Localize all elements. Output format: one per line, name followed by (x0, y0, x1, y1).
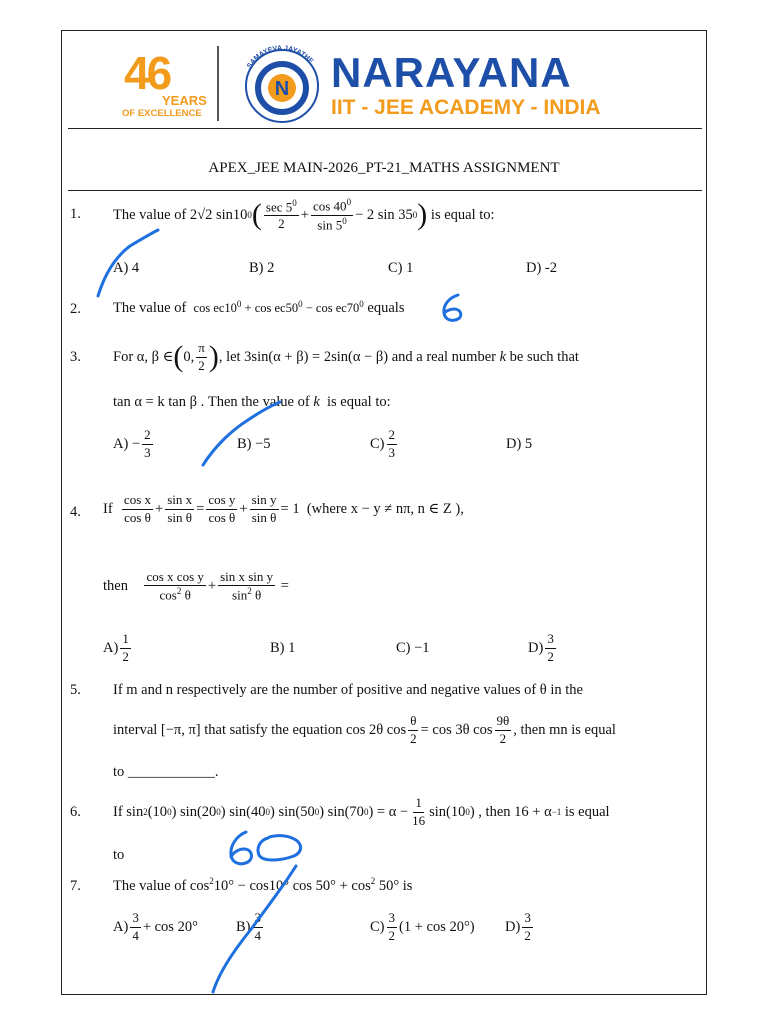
anniversary-logo (118, 46, 213, 121)
brand-subtitle: IIT - JEE ACADEMY - INDIA (331, 96, 601, 119)
title-rule (68, 190, 702, 191)
q7-number: 7. (70, 878, 81, 894)
q5-line3: to ____________. (113, 764, 219, 780)
q1-lead: The value of (113, 206, 187, 223)
header-rule (68, 128, 702, 129)
q1-text-end: is equal to: (430, 206, 495, 223)
q1-number: 1. (70, 206, 81, 222)
seal-letter: N (274, 78, 290, 100)
q3-line2: tan α = k tan β . Then the value of k is equal to: (113, 394, 391, 410)
q1-paren-close: ) (417, 198, 428, 231)
years-label: YEARS (162, 93, 207, 108)
q1-expr-front: 2√2 sin10 (189, 206, 248, 223)
q4-option-a: A) $\frac{1}{2}$ (103, 631, 129, 664)
q1-expr-tail: − 2 sin 35 (355, 206, 413, 223)
q1-stem: The value of 2√2 sin10 0 ( $\frac{\sec 5^0}{2}$ + $\frac{\cos 40^0}{\sin 5^0}$ − 2 sin 35 0 ) is equal to: (113, 196, 495, 232)
q6-number: 6. (70, 804, 81, 820)
page-title: APEX_JEE MAIN-2026_PT-21_MATHS ASSIGNMENT (208, 160, 560, 176)
ink-answer-q6: 60 (260, 850, 261, 851)
q4-option-d: D) $\frac{3}{2}$ (528, 631, 554, 664)
excellence-label: OF EXCELLENCE (122, 108, 202, 119)
logo-divider (217, 46, 219, 121)
q4-then: then $\frac{\text{cos x cos y}}{\cos^2 \theta}$ + $\frac{\text{sin x sin y}}{\sin^2 \theta}$ = (103, 568, 289, 603)
q3-option-c: C) $\frac{2}{3}$ (370, 427, 395, 460)
q1-option-d: D) -2 (526, 260, 558, 276)
q3-option-a: A) − $\frac{2}{3}$ (113, 427, 151, 460)
brand-name: NARAYANA (331, 49, 572, 96)
q4-number: 4. (70, 504, 81, 520)
q7-option-c: C) $\frac{3}{2}$ (1 + cos 20°) (370, 910, 475, 943)
q3-number: 3. (70, 349, 81, 365)
q2-expr: $\cos ec10^0 + \cos ec50^0 - \cos ec70^0$ (193, 299, 364, 316)
q1-option-c: C) 1 (388, 260, 414, 276)
q7-option-d: D) $\frac{3}{2}$ (505, 910, 531, 943)
q6-line2: to (113, 847, 125, 863)
q4-option-b: B) 1 (270, 640, 296, 656)
q7-option-b: B) $\frac{3}{4}$ (236, 910, 261, 943)
q6-stem: If sin 2 (10 0 ) sin(20 0 ) sin(40 0 ) sin(50 0 ) sin(70 0 ) = α − $\frac{1}{16}$ sin(10 0 ) , then 16 + α −1 is equal (113, 795, 610, 828)
q4-stem: If $\frac{\text{cos x}}{\text{cos θ}}$ + $\frac{\text{sin x}}{\text{sin θ}}$ = $\frac{\text{cos y}}{\text{cos θ}}$ + $\frac{\text{sin y}}{\text{sin θ}}$ = 1 (where x − y ≠ nπ, n ∈ Z ), (103, 492, 464, 525)
q2-number: 2. (70, 301, 81, 317)
q7-option-a: A) $\frac{3}{4}$ + cos 20° (113, 910, 198, 943)
q7-stem: The value of $\cos^210^\circ - \cos 10^\circ$ $\cos 50^\circ + \cos^2 50^\circ$ is (113, 876, 413, 894)
years-number: 46 (124, 47, 170, 99)
narayana-seal-icon (236, 42, 328, 124)
q3-line1: For α, β ∈ ( 0, $\frac{\pi}{2}$ ) , let 3sin(α + β) = 2sin(α − β) and a real number k be such that (113, 340, 579, 373)
q5-line1: If m and n respectively are the number of positive and negative values of θ in the (113, 682, 583, 698)
q2-text-end: equals (367, 300, 405, 317)
q5-line2: interval [−π, π] that satisfy the equation cos 2θ cos $\frac{\theta}{2}$ = cos 3θ cos $\frac{9\theta}{2}$ , then mn is equal (113, 713, 616, 746)
q1-frac-1: $\frac{\sec 5^0}{2}$ (265, 197, 297, 232)
q5-number: 5. (70, 682, 81, 698)
q1-option-a: A) 4 (113, 260, 140, 276)
q1-paren-open: ( (251, 198, 262, 231)
ink-answer-q2: 6 (452, 320, 453, 321)
q2-lead: The value of (113, 300, 187, 317)
q1-option-b: B) 2 (249, 260, 275, 276)
q2-stem (113, 300, 404, 316)
q4-option-c: C) −1 (396, 640, 430, 656)
seal-text: SAMAYEVA JAYATHE (246, 44, 315, 70)
q3-option-d: D) 5 (506, 436, 533, 452)
q3-option-b: B) −5 (237, 436, 271, 452)
q1-frac-2: $\frac{\cos 40^0}{\sin 5^0}$ (312, 196, 352, 232)
